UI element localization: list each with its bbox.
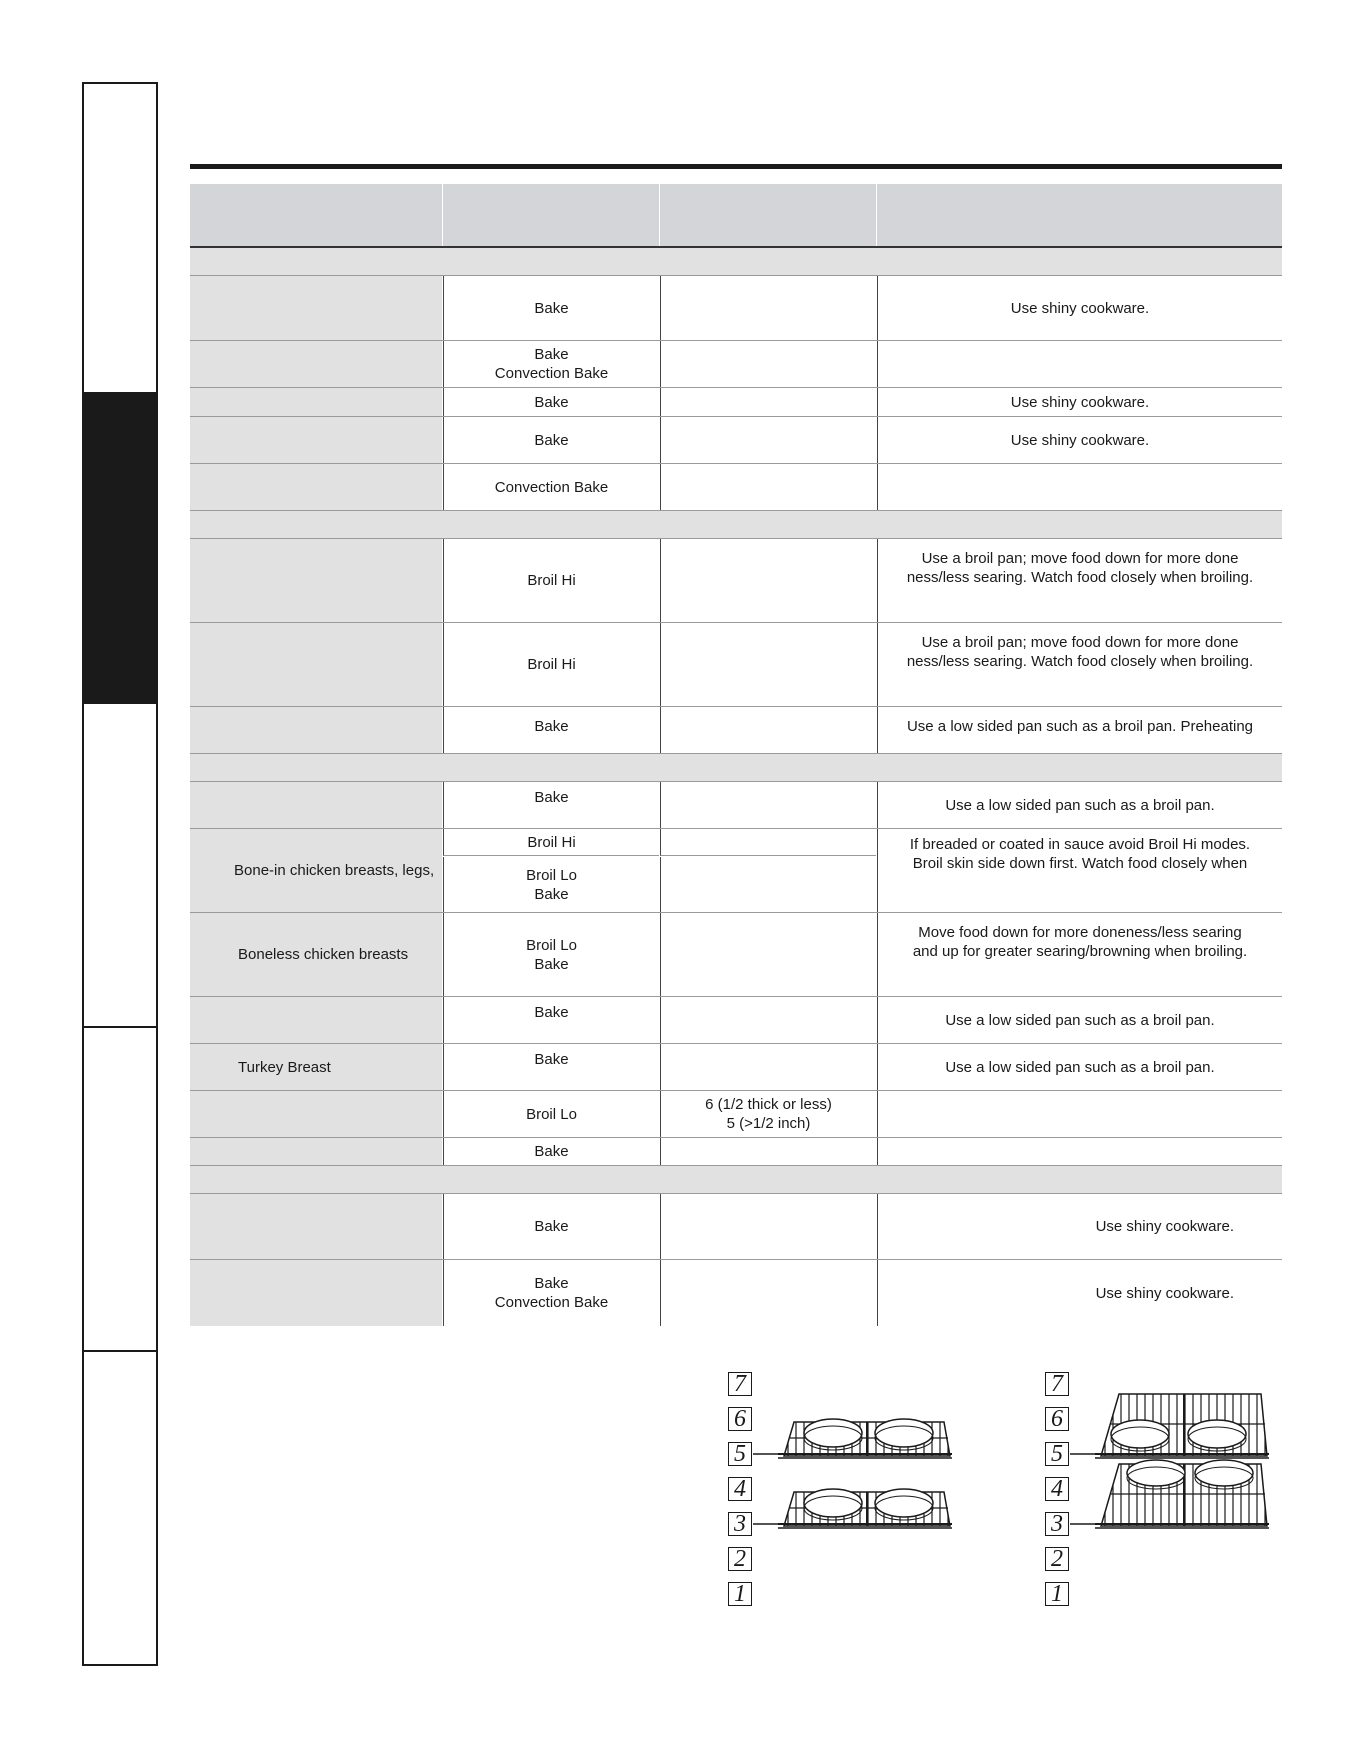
suggestion-line: Use a broil pan; move food down for more done <box>921 550 1239 567</box>
oven-mode-cell <box>443 341 659 387</box>
rack-position-cell <box>660 417 876 463</box>
table-row <box>190 464 1282 511</box>
food-type-cell <box>190 464 442 510</box>
suggestions-cell: Use a low sided pan such as a broil pan. Preheating <box>877 707 1282 753</box>
food-type-cell <box>190 276 442 340</box>
oven-rack-illustration <box>1045 1368 1305 1618</box>
table-row <box>190 1194 1282 1260</box>
table-row <box>190 623 1282 707</box>
suggestions-cell: Use shiny cookware. <box>877 417 1282 463</box>
rack-diagram-right <box>1045 1368 1305 1618</box>
side-tab-2[interactable] <box>82 392 158 704</box>
lower-rack <box>1095 1460 1269 1528</box>
food-type-cell <box>190 417 442 463</box>
suggestions-cell <box>877 913 1282 996</box>
suggestions-cell: Use shiny cookware. <box>877 1260 1282 1326</box>
table-row <box>190 1044 1282 1091</box>
food-type-cell <box>190 388 442 416</box>
food-type-cell <box>190 707 442 753</box>
table-row <box>190 829 1282 913</box>
oven-mode-line: Broil Lo <box>526 866 577 884</box>
suggestions-cell: Use shiny cookware. <box>877 388 1282 416</box>
rack-number-label: 6 <box>728 1407 752 1431</box>
table-row <box>190 341 1282 388</box>
table-header <box>190 184 1282 248</box>
page-top-rule <box>190 164 1282 169</box>
upper-rack <box>778 1419 952 1458</box>
suggestions-cell: Use shiny cookware. <box>877 276 1282 340</box>
rack-number-label: 5 <box>728 1442 752 1466</box>
oven-mode-line: Bake <box>534 1275 569 1292</box>
rack-diagram-left <box>728 1368 988 1618</box>
rack-position-cell <box>660 1044 876 1090</box>
oven-mode-cell: Bake <box>443 417 659 463</box>
upper-rack <box>1095 1394 1269 1458</box>
rack-position-cell <box>660 707 876 753</box>
oven-mode-cell <box>443 857 659 912</box>
suggestion-line: If breaded or coated in sauce avoid Broil Hi modes. <box>909 836 1251 853</box>
rack-position-cell <box>660 623 876 706</box>
rack-position-cell <box>660 341 876 387</box>
rack-position-cell <box>660 1138 876 1165</box>
rack-position-cell <box>660 782 876 828</box>
oven-mode-cell: Bake <box>443 997 659 1043</box>
suggestions-cell <box>877 341 1282 387</box>
side-tab-5[interactable] <box>82 1350 158 1666</box>
rack-position-cell <box>660 1194 876 1259</box>
rack-position-line: 6 (1/2 thick or less) <box>705 1096 832 1113</box>
food-type-cell <box>190 1138 442 1165</box>
food-type-cell <box>190 1091 442 1137</box>
oven-mode-line: Bake <box>534 346 569 363</box>
suggestion-line: ness/less searing. Watch food closely when broiling. <box>906 653 1254 670</box>
food-type-cell <box>190 1260 442 1326</box>
suggestions-cell <box>877 1138 1282 1165</box>
rack-number-label: 2 <box>728 1547 752 1571</box>
rack-number-label: 1 <box>728 1582 752 1606</box>
rack-number-label: 7 <box>1045 1372 1069 1396</box>
food-type-cell <box>190 341 442 387</box>
oven-mode-cell: Bake <box>443 707 659 753</box>
oven-mode-cell: Bake <box>443 388 659 416</box>
food-type-cell <box>190 997 442 1043</box>
pan-icon <box>875 1419 933 1447</box>
food-type-cell: Boneless chicken breasts <box>190 913 442 996</box>
suggestion-line: Use a broil pan; move food down for more done <box>921 634 1239 651</box>
table-row <box>190 417 1282 464</box>
table-row <box>190 1260 1282 1326</box>
food-type-cell <box>190 782 442 828</box>
pan-icon <box>1188 1420 1246 1448</box>
oven-mode-cell: Bake <box>443 276 659 340</box>
oven-mode-cell: Bake <box>443 1194 659 1259</box>
oven-mode-cell <box>443 1260 659 1326</box>
table-row <box>190 539 1282 623</box>
food-type-cell: Bone-in chicken breasts, legs, <box>190 829 442 912</box>
table-row <box>190 1138 1282 1166</box>
rack-position-cell <box>660 1260 876 1326</box>
table-row <box>190 276 1282 341</box>
rack-position-cell <box>660 997 876 1043</box>
rack-number-label: 7 <box>728 1372 752 1396</box>
food-type-cell: Turkey Breast <box>190 1044 442 1090</box>
oven-mode-cell: Broil Hi <box>443 539 659 622</box>
suggestions-cell <box>877 829 1282 912</box>
category-row <box>190 1166 1282 1194</box>
pan-icon <box>1111 1420 1169 1448</box>
suggestions-cell <box>877 1091 1282 1137</box>
rack-number-label: 6 <box>1045 1407 1069 1431</box>
header-oven-mode <box>443 184 660 246</box>
table-row <box>190 388 1282 417</box>
food-type-cell <box>190 539 442 622</box>
oven-mode-cell: Bake <box>443 782 659 828</box>
rack-position-line: 5 (>1/2 inch) <box>726 1115 811 1132</box>
header-food-type <box>190 184 443 246</box>
oven-mode-cell: Bake <box>443 1044 659 1090</box>
oven-mode-line: Bake <box>534 955 569 973</box>
suggestions-cell: Use a low sided pan such as a broil pan. <box>877 782 1282 828</box>
header-additional-suggestions <box>877 184 1282 246</box>
side-tab-3[interactable] <box>82 702 158 1028</box>
suggestions-cell: Use shiny cookware. <box>877 1194 1282 1259</box>
suggestion-line: ness/less searing. Watch food closely when broiling. <box>906 569 1254 586</box>
rack-position-cell <box>660 276 876 340</box>
oven-mode-cell: Broil Hi <box>443 623 659 706</box>
oven-mode-cell: Bake <box>443 1138 659 1165</box>
rack-position-cell <box>660 913 876 996</box>
pan-icon <box>1195 1460 1253 1486</box>
suggestions-cell <box>877 539 1282 622</box>
table-row <box>190 707 1282 754</box>
suggestion-line: Broil skin side down first. Watch food closely when <box>912 855 1248 872</box>
rack-number-label: 2 <box>1045 1547 1069 1571</box>
rack-position-cell <box>660 388 876 416</box>
food-type-cell <box>190 623 442 706</box>
oven-mode-cell: Convection Bake <box>443 464 659 510</box>
category-row <box>190 248 1282 276</box>
rack-position-cell <box>660 857 876 912</box>
oven-mode-cell: Broil Lo <box>443 1091 659 1137</box>
oven-mode-line: Convection Bake <box>494 1294 609 1311</box>
oven-rack-illustration <box>728 1368 988 1618</box>
oven-mode-line: Convection Bake <box>494 365 609 382</box>
side-tab-1[interactable] <box>82 82 158 394</box>
rack-position-cell <box>660 1091 876 1137</box>
side-tab-strip <box>82 82 162 1682</box>
rack-number-label: 3 <box>728 1512 752 1536</box>
suggestion-line: and up for greater searing/browning when broiling. <box>912 943 1248 960</box>
food-type-cell <box>190 1194 442 1259</box>
table-row <box>190 997 1282 1044</box>
header-rack-position <box>660 184 877 246</box>
rack-position-cell <box>660 539 876 622</box>
suggestion-line: Move food down for more doneness/less searing <box>918 924 1242 941</box>
rack-number-label: 5 <box>1045 1442 1069 1466</box>
rack-number-label: 3 <box>1045 1512 1069 1536</box>
oven-mode-line: Bake <box>534 885 569 903</box>
table-row <box>190 913 1282 997</box>
rack-number-label: 4 <box>728 1477 752 1501</box>
suggestions-cell <box>877 623 1282 706</box>
pan-icon <box>804 1489 862 1517</box>
oven-mode-cell: Broil Hi <box>443 829 659 856</box>
rack-number-label: 1 <box>1045 1582 1069 1606</box>
side-tab-4[interactable] <box>82 1026 158 1352</box>
rack-position-cell <box>660 464 876 510</box>
oven-mode-cell <box>443 913 659 996</box>
category-row <box>190 511 1282 539</box>
pan-icon <box>875 1489 933 1517</box>
table-row <box>190 1091 1282 1138</box>
pan-icon <box>1127 1460 1185 1486</box>
table-row <box>190 782 1282 829</box>
oven-mode-line: Broil Lo <box>526 936 577 954</box>
category-row <box>190 754 1282 782</box>
suggestions-cell <box>877 464 1282 510</box>
pan-icon <box>804 1419 862 1447</box>
suggestions-cell: Use a low sided pan such as a broil pan. <box>877 1044 1282 1090</box>
rack-number-label: 4 <box>1045 1477 1069 1501</box>
lower-rack <box>778 1489 952 1528</box>
suggestions-cell: Use a low sided pan such as a broil pan. <box>877 997 1282 1043</box>
rack-position-cell <box>660 829 876 856</box>
